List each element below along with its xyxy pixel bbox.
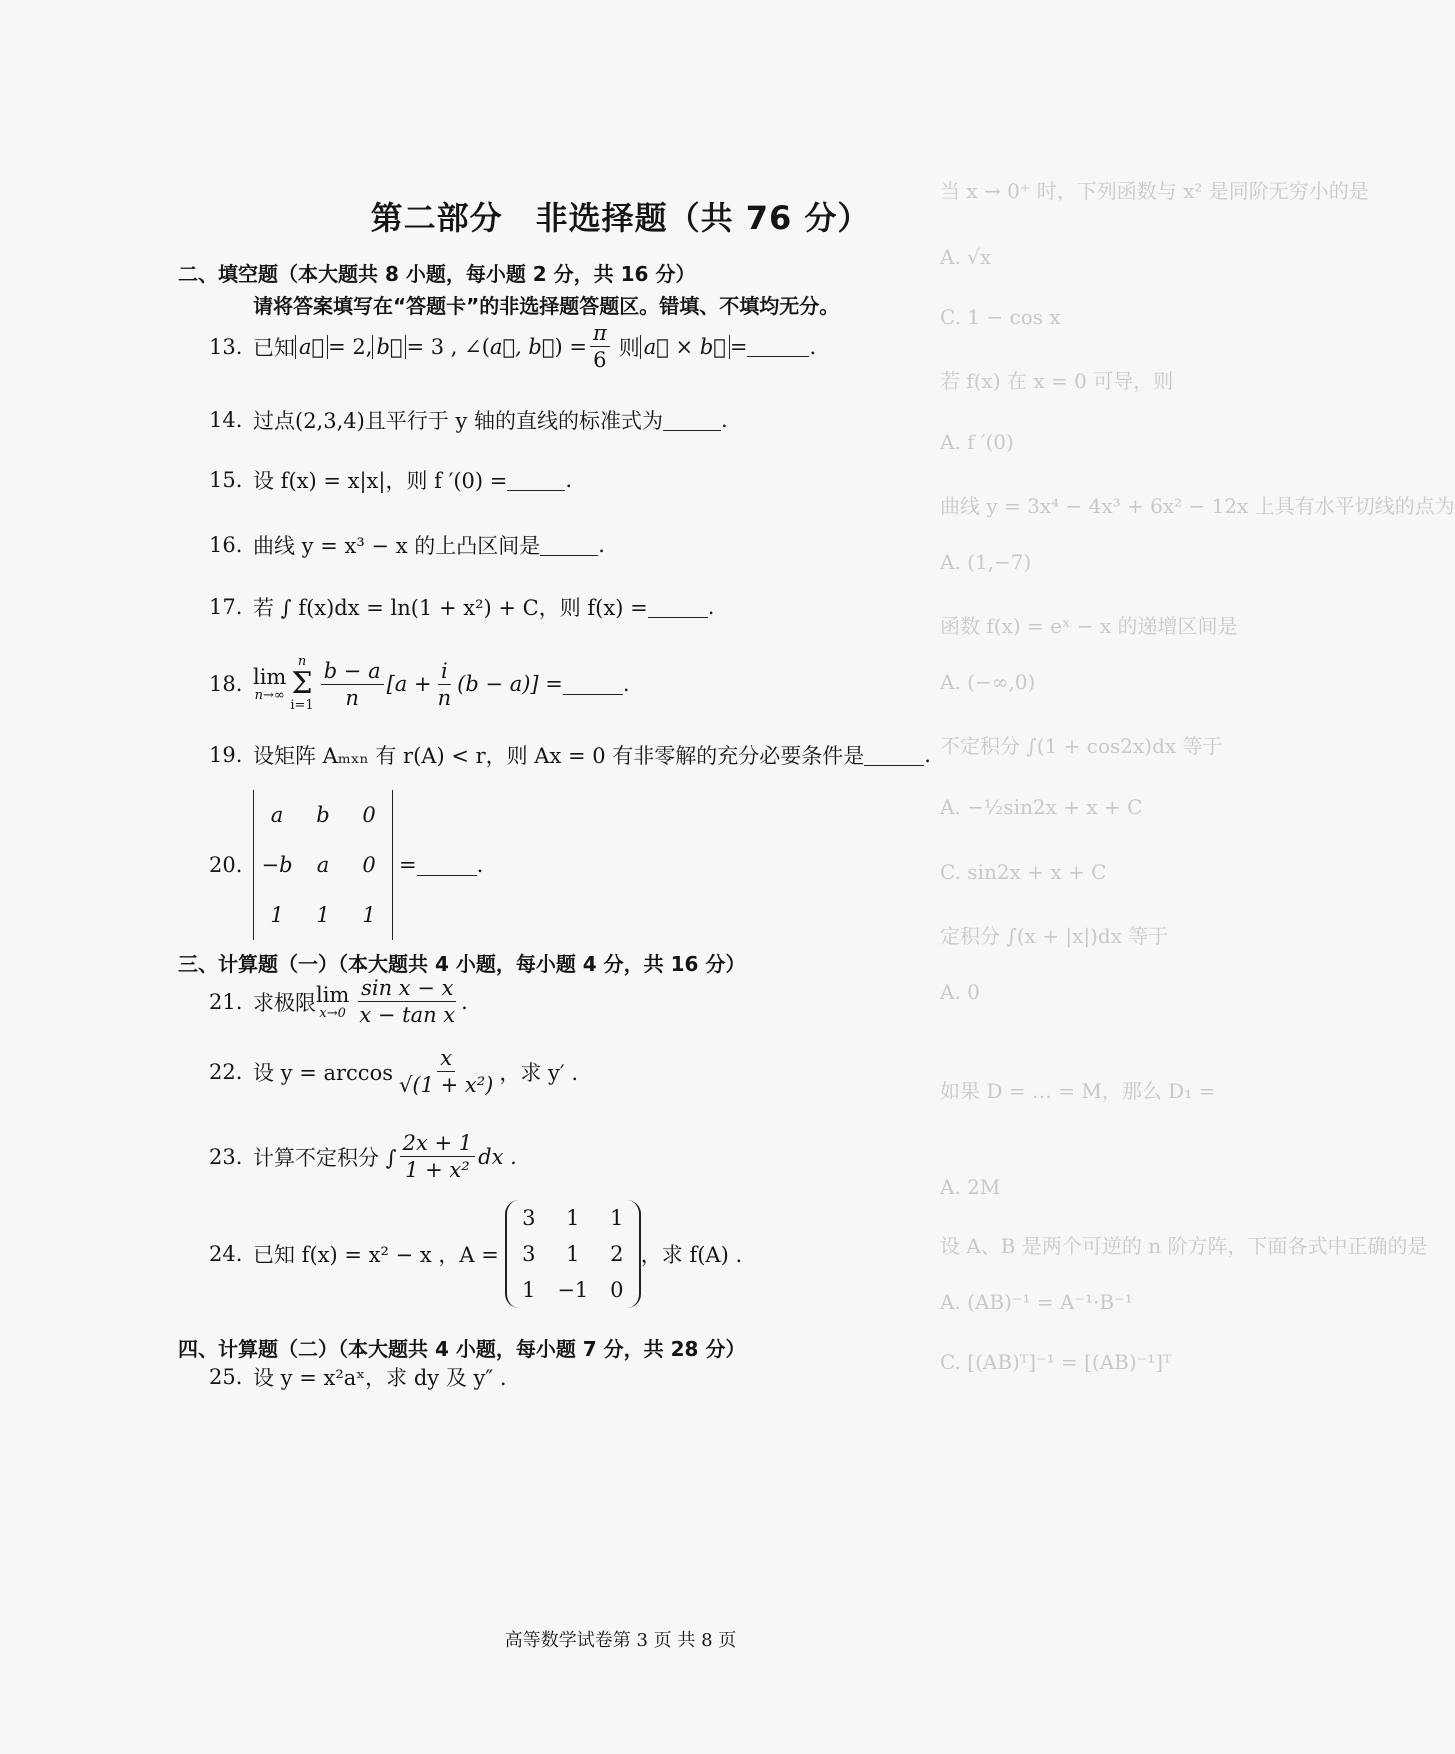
fraction [396,1045,496,1098]
question-text: 过点(2,3,4)且平行于 y 轴的直线的标准式为 [253,409,664,433]
matrix-cell: 1 [522,1278,536,1302]
question-text: = 3 , ∠( [406,334,490,359]
denominator: 6 [593,348,607,372]
numerator: b − a [321,658,384,685]
fraction [590,320,610,373]
question-text: (b − a)] = [457,672,563,696]
matrix-cell: 0 [610,1278,624,1302]
bleed-through-text: A. −½sin2x + x + C [940,795,1143,819]
det-cell: 1 [316,903,330,927]
limit-operator: lim [253,665,287,689]
numerator: sin x − x [358,975,456,1002]
matrix [505,1200,641,1308]
fraction [356,975,458,1028]
bleed-through-text: 若 f(x) 在 x = 0 可导，则 [940,369,1174,393]
question-text: = [729,334,748,359]
limit [253,665,286,703]
question-text: dx . [478,1144,517,1169]
bleed-through-text: A. (AB)⁻¹ = A⁻¹·B⁻¹ [940,1290,1133,1314]
section-heading-calc-1: 三、计算题（一）（本大题共 4 小题，每小题 4 分，共 16 分） [178,952,746,976]
question-25 [209,1362,507,1392]
question-number: 13. [209,334,243,359]
numerator: π [590,320,610,347]
denominator: n [345,685,359,710]
section-heading-fill-in: 二、填空题（本大题共 8 小题，每小题 2 分，共 16 分） [178,262,696,286]
question-text: . [461,989,468,1014]
vector-b-norm: b⃗ [372,335,406,359]
question-16: 16. 曲线 y = x³ − x 的上凸区间是 . [209,530,605,560]
question-text: ) = [554,334,587,359]
question-20: 20. a b 0 −b a 0 1 1 1 = . [209,790,483,940]
sum-upper: n [297,654,307,669]
question-number: 16. [209,533,243,557]
question-15: 15. 设 f(x) = x|x|，则 f ′(0) = . [209,465,572,495]
matrix-cell: 1 [566,1242,580,1266]
question-number: 17. [209,595,243,619]
question-17: 17. 若 ∫ f(x)dx = ln(1 + x²) + C，则 f(x) = . [209,592,714,622]
question-number: 20. [209,853,243,877]
bleed-through-text: A. 2M [940,1175,1001,1199]
question-text: 求极限 [253,990,316,1015]
question-18: 18. lim n→∞ n Σ i=1 $\frac{b - a}{n}$ [a + $\frac{i}{n}$ (b − a)] = . [209,654,630,713]
answer-blank [540,535,598,556]
question-number: 22. [209,1059,243,1084]
section-heading-calc-2: 四、计算题（二）（本大题共 4 小题，每小题 7 分，共 28 分） [178,1337,746,1361]
bleed-through-text: A. (1,−7) [940,550,1032,574]
det-cell: 0 [362,853,376,877]
bleed-through-text: C. 1 − cos x [940,305,1061,329]
denominator: 1 + x² [405,1158,470,1182]
bleed-through-text: 函数 f(x) = eˣ − x 的递增区间是 [940,614,1238,638]
answer-blank [864,745,924,766]
numerator: 2x + 1 [400,1130,476,1157]
det-cell: a [270,803,284,827]
answer-blank [663,410,721,431]
question-number: 21. [209,989,243,1014]
answer-blank [563,674,623,695]
answer-blank [648,597,708,618]
bleed-through-text: A. f ′(0) [940,430,1014,454]
summation [290,655,313,713]
det-cell: 1 [270,903,284,927]
bleed-through-text: 曲线 y = 3x⁴ − 4x³ + 6x² − 12x 上具有水平切线的点为 [940,494,1455,518]
question-text: = [399,853,417,877]
question-text: ，求 f(A) . [640,1243,743,1267]
det-cell: −b [261,853,293,877]
bleed-through-text: 如果 D = … = M，那么 D₁ = [940,1079,1216,1103]
question-lead: 已知 [253,335,295,360]
matrix-cell: 3 [522,1206,536,1230]
limit-subscript: x→0 [319,1005,346,1021]
matrix-cell: 2 [610,1242,624,1266]
question-13: 13. 已知 a⃗ = 2, b⃗ = 3 , ∠( a⃗, b⃗ ) = $\frac{\pi}{6}$ 则 a⃗ × b⃗ = . [209,321,817,372]
question-24 [209,1200,742,1308]
det-cell: b [316,803,330,827]
limit-operator: lim [316,982,350,1007]
bleed-through-text: 当 x → 0⁺ 时，下列函数与 x² 是同阶无穷小的是 [940,179,1369,203]
answer-blank [417,855,477,876]
det-cell: 1 [362,903,376,927]
matrix-cell: −1 [557,1278,589,1302]
question-14: 14. 过点(2,3,4)且平行于 y 轴的直线的标准式为 . [209,405,728,435]
bleed-through-text: C. [(AB)ᵀ]⁻¹ = [(AB)⁻¹]ᵀ [940,1350,1172,1374]
bleed-through-text: 定积分 ∫(x + |x|)dx 等于 [940,924,1169,948]
question-21 [209,975,468,1028]
question-number: 19. [209,743,243,767]
limit [316,983,349,1021]
question-text: 设 f(x) = x|x|，则 f ′(0) = [253,469,508,493]
det-cell: 0 [362,803,376,827]
fraction [400,1130,476,1183]
bleed-through-text: A. 0 [940,980,980,1004]
denominator: n [437,685,452,710]
question-text: 曲线 y = x³ − x 的上凸区间是 [253,534,541,558]
question-text: 则 [618,335,640,360]
sum-sign: Σ [291,666,313,701]
question-number: 25. [209,1365,243,1389]
answer-blank [747,336,809,357]
matrix-cell: 1 [566,1206,580,1230]
det-cell: a [316,853,330,877]
question-text: 若 ∫ f(x)dx = ln(1 + x²) + C，则 f(x) = [253,596,648,620]
page-title: 第二部分 非选择题（共 76 分） [370,199,871,237]
matrix-cell: 1 [610,1206,624,1230]
numerator: x [437,1045,455,1072]
vector-pair: a⃗, b⃗ [489,334,555,359]
page-footer: 高等数学试卷第 3 页 共 8 页 [504,1630,737,1651]
limit-subscript: n→∞ [254,688,285,703]
answer-blank [507,470,565,491]
question-text: 计算不定积分 ∫ [253,1145,397,1170]
denominator: √(1 + x²) [399,1073,494,1097]
denominator: x − tan x [359,1003,456,1027]
matrix-cell: 3 [522,1242,536,1266]
question-text: [a + [386,672,432,696]
fraction [321,658,384,711]
determinant [253,790,393,940]
bleed-through-text: A. √x [940,245,992,269]
bleed-through-text: A. (−∞,0) [940,670,1036,694]
question-text: = 2, [328,334,373,359]
bleed-through-text: 设 A、B 是两个可逆的 n 阶方阵，下面各式中正确的是 [940,1234,1428,1258]
question-number: 14. [209,408,243,432]
question-text: 设矩阵 Aₘₓₙ 有 r(A) < r，则 Ax = 0 有非零解的充分必要条件是 [253,744,865,768]
question-23 [209,1130,517,1183]
fraction [435,658,455,711]
question-text: 设 y = x²aˣ，求 dy 及 y″ . [253,1366,507,1390]
sum-lower: i=1 [290,698,314,713]
question-number: 24. [209,1242,243,1266]
question-number: 15. [209,468,243,492]
question-text: ，求 y′ . [499,1060,579,1085]
bleed-through-text: C. sin2x + x + C [940,860,1107,884]
bleed-through-text: 不定积分 ∫(1 + cos2x)dx 等于 [940,734,1223,758]
cross-product-norm: a⃗ × b⃗ [640,335,730,359]
question-19: 19. 设矩阵 Aₘₓₙ 有 r(A) < r，则 Ax = 0 有非零解的充分必要条件是 . [209,740,931,770]
numerator: i [438,658,451,685]
question-number: 18. [209,672,243,696]
section-instruction: 请将答案填写在“答题卡”的非选择题答题区。错填、不填均无分。 [253,294,840,318]
question-number: 23. [209,1144,243,1169]
question-text: 设 y = arccos [253,1060,393,1085]
vector-a-norm: a⃗ [295,335,328,359]
question-text: 已知 f(x) = x² − x ，A = [253,1243,499,1267]
question-22 [209,1045,578,1098]
